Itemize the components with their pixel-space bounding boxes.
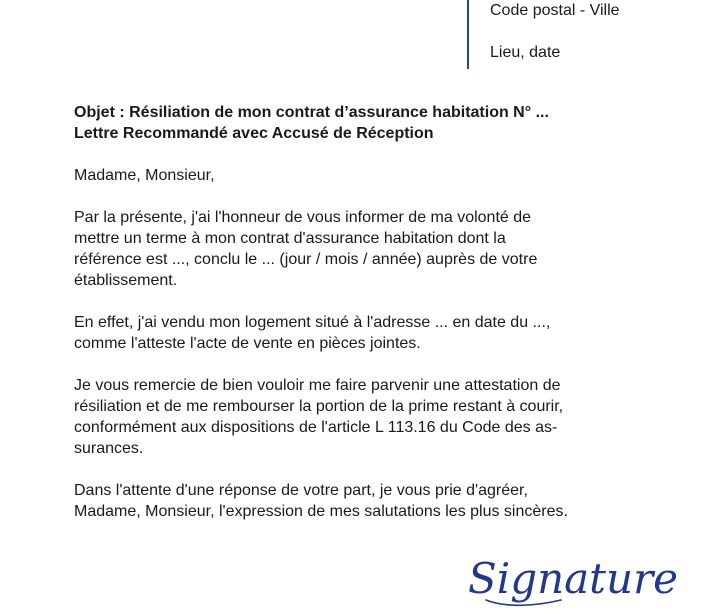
place-date: Lieu, date xyxy=(490,44,561,61)
recipient-block xyxy=(490,0,620,63)
paragraph-closing xyxy=(74,480,644,522)
paragraph-line: Je vous remercie de bien vouloir me faire parvenir une attestation de xyxy=(74,377,561,394)
paragraph-line: résiliation et de me rembourser la portion de la prime restant à courir, xyxy=(74,398,564,415)
letter-body xyxy=(74,102,644,522)
paragraph-request xyxy=(74,375,644,459)
paragraph-line: comme l'atteste l'acte de vente en pièces jointes. xyxy=(74,335,421,352)
paragraph-line: mettre un terme à mon contrat d'assurance habitation dont la xyxy=(74,230,506,247)
paragraph-line: Madame, Monsieur, l'expression de mes salutations les plus sincères. xyxy=(74,503,568,520)
signature xyxy=(466,548,679,613)
recipient-divider-line xyxy=(467,0,469,69)
paragraph-line: surances. xyxy=(74,440,144,457)
paragraph-reason xyxy=(74,312,644,354)
subject-line: Objet : Résiliation de mon contrat d’assurance habitation N° ... xyxy=(74,104,549,121)
paragraph-intro xyxy=(74,207,644,291)
signature-text: Signature xyxy=(468,554,679,603)
paragraph-line: Dans l'attente d'une réponse de votre part, je vous prie d'agréer, xyxy=(74,482,528,499)
letter-subject xyxy=(74,102,644,144)
greeting: Madame, Monsieur, xyxy=(74,167,215,184)
postal-city: Code postal - Ville xyxy=(490,2,620,19)
delivery-mode-line: Lettre Recommandé avec Accusé de Réception xyxy=(74,125,434,142)
paragraph-line: En effet, j'ai vendu mon logement situé à l'adresse ... en date du ..., xyxy=(74,314,551,331)
paragraph-line: conformément aux dispositions de l'article L 113.16 du Code des as- xyxy=(74,419,558,436)
paragraph-line: établissement. xyxy=(74,272,178,289)
paragraph-line: référence est ..., conclu le ... (jour / mois / année) auprès de votre xyxy=(74,251,538,268)
paragraph-line: Par la présente, j'ai l'honneur de vous informer de ma volonté de xyxy=(74,209,532,226)
